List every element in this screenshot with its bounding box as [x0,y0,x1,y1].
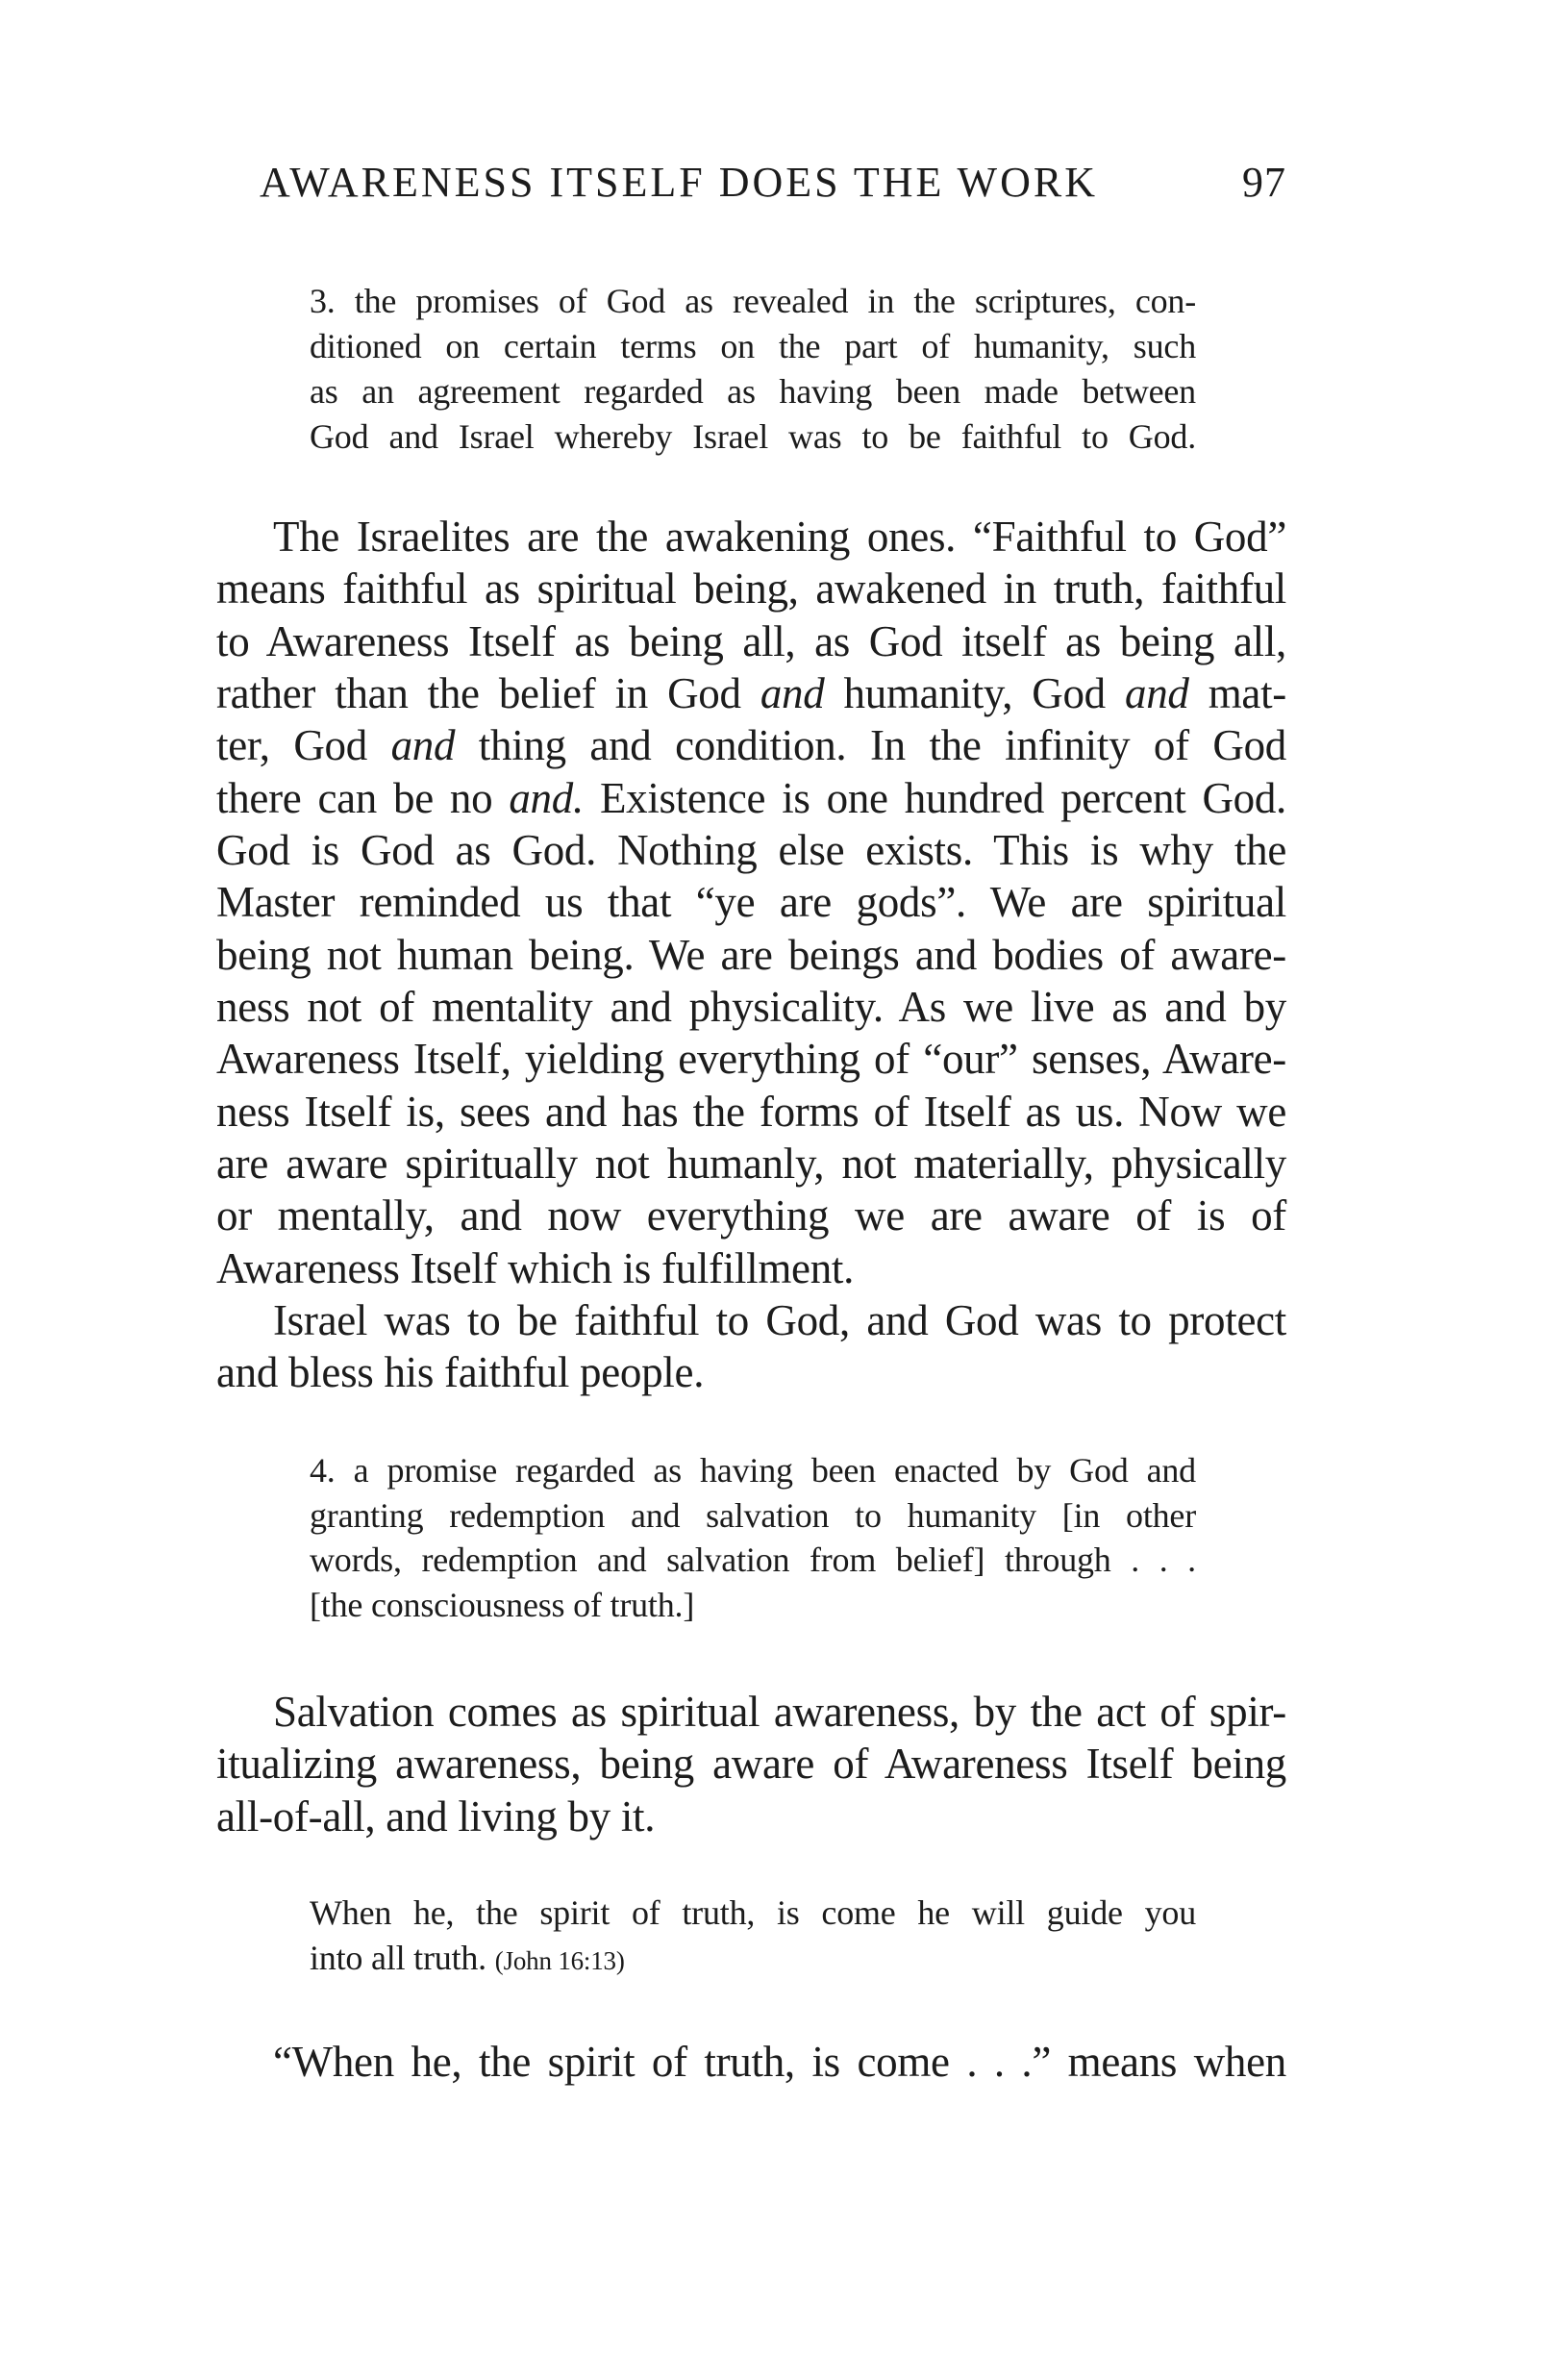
italic-and: and. [509,774,584,822]
body-line: ter, God and thing and condition. In the infinity of God [216,721,1286,769]
quote-line: God and Israel whereby Israel was to be faithful to God. [310,417,1196,456]
body-line: Awareness Itself which is fulfillment. [216,1244,855,1292]
quote-line: into all truth. (John 16:13) [310,1939,625,1977]
body-line: there can be no and. Existence is one hundred percent God. [216,774,1286,822]
quote-line: [the consciousness of truth.] [310,1586,695,1624]
italic-and: and [760,669,825,717]
body-line: rather than the belief in God and humanity, God and mat- [216,669,1286,717]
body-line: Awareness Itself, yielding everything of “our” senses, Aware- [216,1035,1286,1083]
body-line: itualizing awareness, being aware of Awareness Itself being [216,1740,1286,1788]
body-line: Master reminded us that “ye are gods”. We are spiritual [216,878,1286,926]
running-head [260,154,1292,212]
running-head-title: AWARENESS ITSELF DOES THE WORK [260,159,1098,206]
body-line: Israel was to be faithful to God, and God was to protect [273,1296,1286,1344]
italic-and: and [390,721,456,769]
body-line: and bless his faithful people. [216,1348,705,1396]
body-line: are aware spiritually not humanly, not materially, physically [216,1140,1286,1188]
body-line: ness not of mentality and physicality. As we live as and by [216,983,1286,1031]
body-line: The Israelites are the awakening ones. “Faithful to God” [273,513,1286,561]
quote-line: 3. the promises of God as revealed in the scriptures, con- [310,282,1196,320]
italic-and: and [1125,669,1189,717]
quote-line: 4. a promise regarded as having been enacted by God and [310,1451,1196,1490]
quote-line: words, redemption and salvation from belief] through . . . [310,1541,1196,1579]
body-line: being not human being. We are beings and bodies of aware- [216,931,1286,979]
quote-line: granting redemption and salvation to humanity [in other [310,1496,1196,1535]
body-line: God is God as God. Nothing else exists. This is why the [216,826,1286,874]
body-line: ness Itself is, sees and has the forms of Itself as us. Now we [216,1088,1286,1136]
body-line: all-of-all, and living by it. [216,1792,656,1841]
quote-line: as an agreement regarded as having been made between [310,372,1196,411]
body-line: to Awareness Itself as being all, as God itself as being all, [216,617,1286,665]
quote-line: When he, the spirit of truth, is come he will guide you [310,1893,1196,1932]
quote-line: ditioned on certain terms on the part of humanity, such [310,327,1196,365]
scripture-citation: (John 16:13) [494,1946,625,1975]
page-number: 97 [1242,159,1286,206]
body-line: Salvation comes as spiritual awareness, by the act of spir- [273,1688,1286,1736]
body-line: or mentally, and now everything we are aware of is of [216,1191,1286,1240]
body-line: means faithful as spiritual being, awakened in truth, faithful [216,564,1286,613]
body-line: “When he, the spirit of truth, is come . . .” means when [273,2038,1286,2086]
